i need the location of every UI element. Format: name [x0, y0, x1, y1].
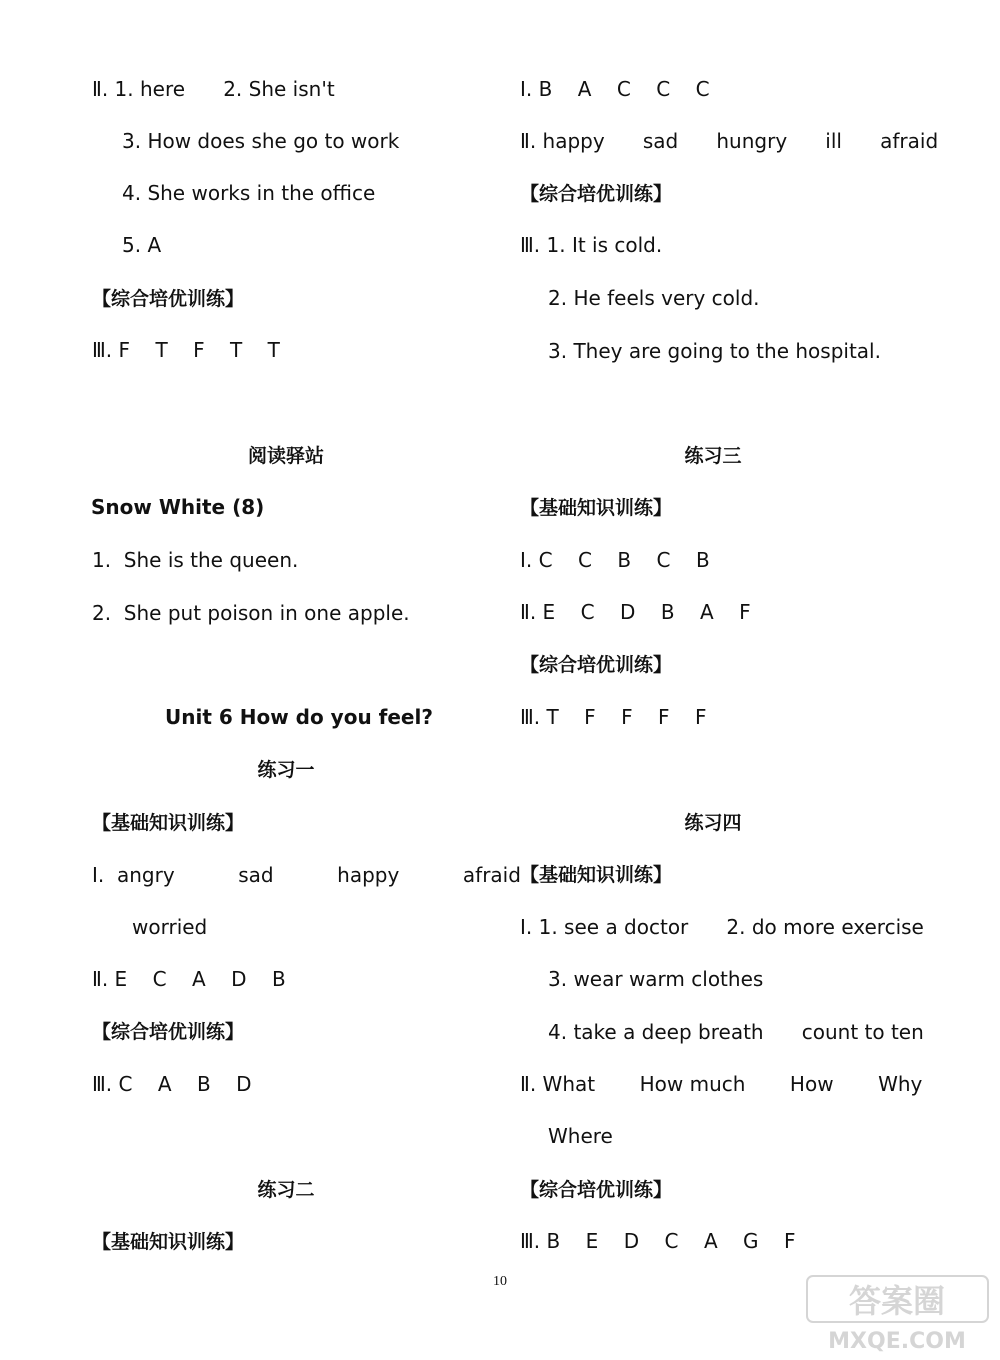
ex2-answer-iii-1: Ⅲ. 1. It is cold. [520, 233, 663, 257]
left-answer-ii-5: 5. A [122, 233, 162, 257]
reading-station-header: 阅读驿站 [247, 445, 324, 467]
section-basic-knowledge: 【基础知识训练】 [92, 812, 245, 834]
left-answer-ii-1-2: Ⅱ. 1. here 2. She isn't [92, 77, 335, 101]
ex4-answer-i-3: 3. wear warm clothes [548, 967, 764, 991]
ex2-answer-i: Ⅰ. B A C C C [520, 77, 710, 101]
ex3-answer-ii: Ⅱ. E C D B A F [520, 600, 751, 624]
ex1-answer-ii: Ⅱ. E C A D B [92, 967, 286, 991]
watermark-logo [805, 1274, 990, 1354]
ex4-answer-iii: Ⅲ. B E D C A G F [520, 1229, 796, 1253]
page-number: 10 [493, 1274, 507, 1289]
story-title: Snow White (8) [91, 495, 265, 519]
unit-title: Unit 6 How do you feel? [165, 705, 433, 729]
section-comprehensive-training: 【综合培优训练】 [92, 288, 245, 310]
section-comprehensive-training: 【综合培优训练】 [520, 1179, 673, 1201]
ex4-answer-i-1-2: Ⅰ. 1. see a doctor 2. do more exercise [520, 915, 924, 939]
reading-answer-2: 2. She put poison in one apple. [92, 601, 410, 625]
svg-text:答案圈: 答案圈 [848, 1282, 946, 1320]
ex1-answer-i: Ⅰ. angry sad happy afraid [92, 863, 521, 887]
left-answer-ii-3: 3. How does she go to work [122, 129, 400, 153]
ex2-answer-ii: Ⅱ. happy sad hungry ill afraid [520, 129, 939, 153]
ex4-answer-i-4: 4. take a deep breath count to ten [548, 1020, 924, 1044]
section-basic-knowledge: 【基础知识训练】 [92, 1231, 245, 1253]
reading-answer-1: 1. She is the queen. [92, 548, 299, 572]
ex4-answer-ii-cont: Where [548, 1124, 613, 1148]
left-answer-iii: Ⅲ. F T F T T [92, 338, 280, 362]
ex1-answer-i-cont: worried [132, 915, 208, 939]
svg-text:MXQE.COM: MXQE.COM [828, 1329, 966, 1354]
ex4-answer-ii: Ⅱ. What How much How Why [520, 1072, 923, 1096]
section-basic-knowledge: 【基础知识训练】 [520, 864, 673, 886]
left-answer-ii-4: 4. She works in the office [122, 181, 376, 205]
ex2-answer-iii-2: 2. He feels very cold. [548, 286, 760, 310]
exercise-3-header: 练习三 [684, 445, 742, 467]
exercise-2-header: 练习二 [257, 1179, 315, 1201]
exercise-4-header: 练习四 [684, 812, 742, 834]
section-comprehensive-training: 【综合培优训练】 [520, 654, 673, 676]
exercise-1-header: 练习一 [257, 759, 315, 781]
ex1-answer-iii: Ⅲ. C A B D [92, 1072, 252, 1096]
section-comprehensive-training: 【综合培优训练】 [520, 183, 673, 205]
section-comprehensive-training: 【综合培优训练】 [92, 1021, 245, 1043]
ex2-answer-iii-3: 3. They are going to the hospital. [548, 339, 881, 363]
ex3-answer-i: Ⅰ. C C B C B [520, 548, 710, 572]
ex3-answer-iii: Ⅲ. T F F F F [520, 705, 707, 729]
section-basic-knowledge: 【基础知识训练】 [520, 497, 673, 519]
